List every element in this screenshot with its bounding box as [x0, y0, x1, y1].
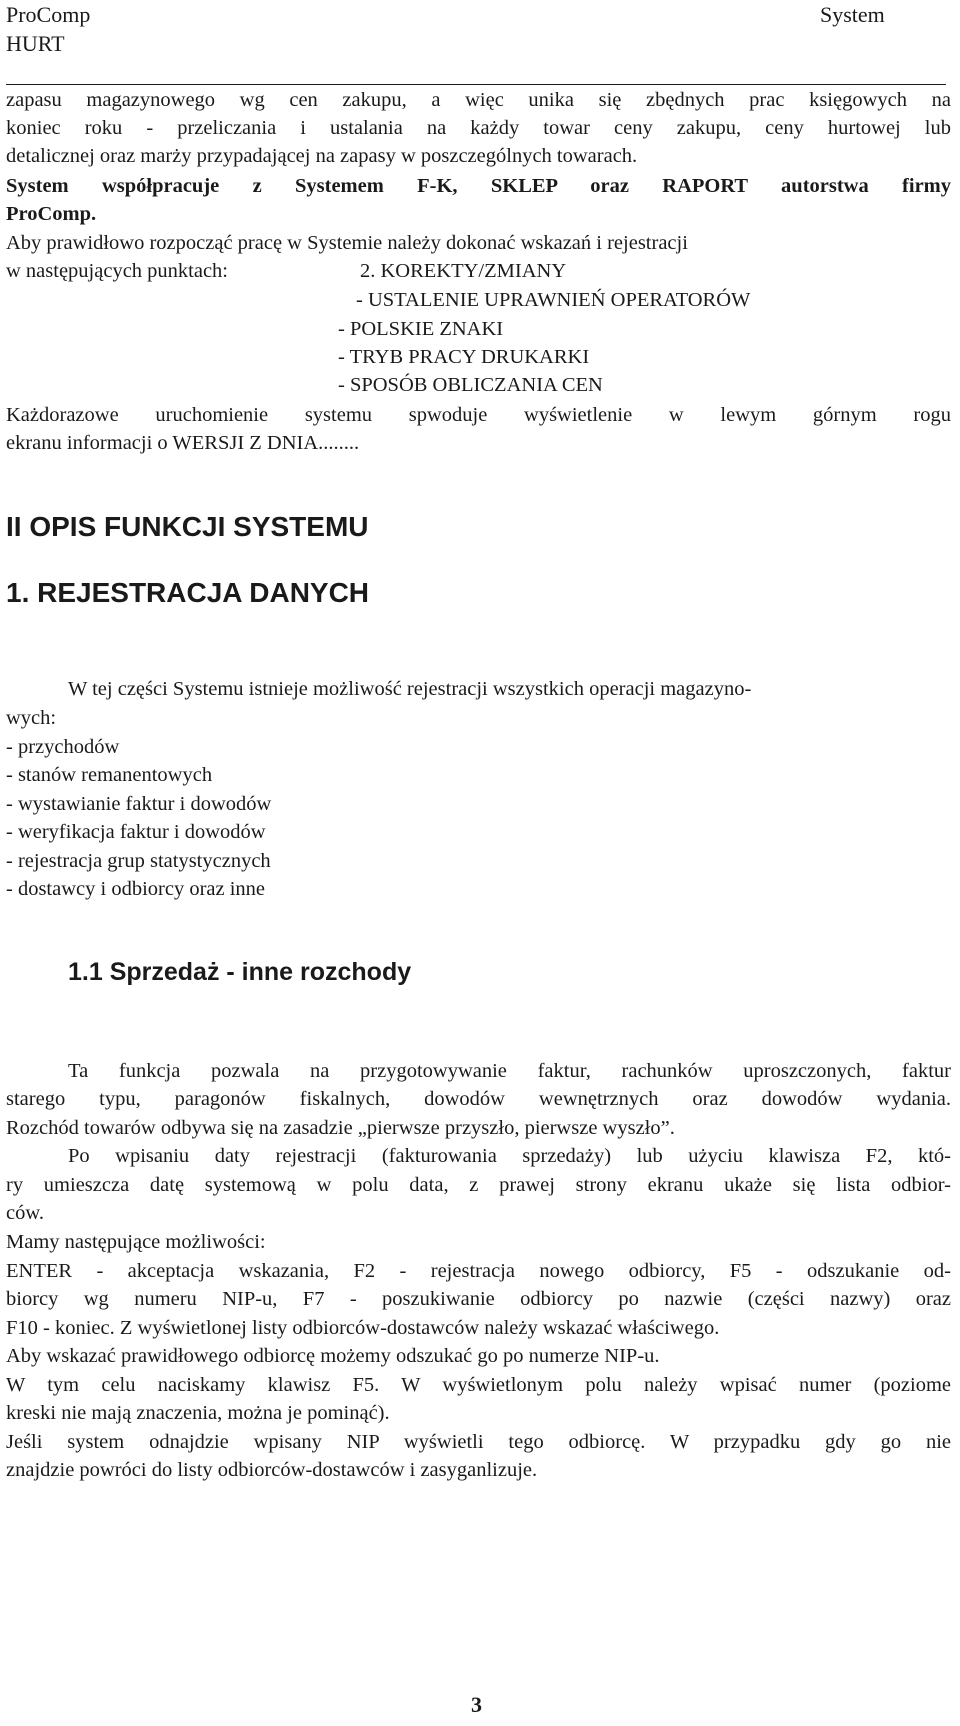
intro-line-3: detalicznej oraz marży przypadającej na zapasy w poszczególnych towarach.: [6, 145, 638, 167]
intro-line-5: [6, 257, 951, 285]
reg-item: - stanów remanentowych: [6, 764, 213, 786]
reg-line-2: wych:: [6, 707, 57, 729]
page-number: 3: [471, 1692, 482, 1717]
header-rule: [6, 84, 946, 85]
intro-item: - TRYB PRACY DRUKARKI: [338, 346, 590, 368]
sales-line-11: Aby wskazać prawidłowego odbiorcę możemy odszukać go po numerze NIP-u.: [6, 1345, 660, 1367]
intro-bold-line-2: ProComp.: [6, 203, 97, 225]
subsubsection-title: 1.1 Sprzedaż - inne rozchody: [68, 958, 412, 986]
intro-line-6: Każdorazowe uruchomienie systemu spwoduje wyświetlenie w lewym górnym rogu: [6, 404, 951, 426]
sales-line-13: kreski nie mają znaczenia, można je pominąć).: [6, 1402, 390, 1424]
intro-line-4: Aby prawidłowo rozpocząć pracę w Systemie należy dokonać wskazań i rejestracji: [6, 232, 688, 254]
sales-line-12: W tym celu naciskamy klawisz F5. W wyświetlonym polu należy wpisać numer (poziome: [6, 1374, 951, 1396]
intro-line-1: zapasu magazynowego wg cen zakupu, a więc unika się zbędnych prac księgowych na: [6, 89, 951, 111]
sales-line-15: znajdzie powróci do listy odbiorców-dostawców i zasyganlizuje.: [6, 1459, 538, 1481]
section-title: II OPIS FUNKCJI SYSTEMU: [6, 511, 369, 542]
sales-line-9: biorcy wg numeru NIP-u, F7 - poszukiwanie odbiorcy po nazwie (części nazwy) oraz: [6, 1288, 951, 1310]
sales-line-1: Ta funkcja pozwala na przygotowywanie faktur, rachunków uproszczonych, faktur: [68, 1060, 951, 1082]
intro-line-2: koniec roku - przeliczania i ustalania na każdy towar ceny zakupu, ceny hurtowej lub: [6, 117, 951, 139]
sales-line-4: Po wpisaniu daty rejestracji (fakturowania sprzedaży) lub użyciu klawisza F2, któ-: [68, 1145, 951, 1167]
reg-item: - wystawianie faktur i dowodów: [6, 793, 272, 815]
header-system: System: [820, 2, 885, 27]
intro-item: - POLSKIE ZNAKI: [338, 318, 504, 340]
intro-point-label: 2. KOREKTY/ZMIANY: [360, 260, 567, 282]
intro-line-7: ekranu informacji o WERSJI Z DNIA........: [6, 432, 360, 454]
sales-line-6: ców.: [6, 1202, 44, 1224]
intro-item: - USTALENIE UPRAWNIEŃ OPERATORÓW: [356, 289, 751, 311]
sales-line-2: starego typu, paragonów fiskalnych, dowodów wewnętrznych oraz dowodów wydania.: [6, 1088, 951, 1110]
sales-line-3: Rozchód towarów odbywa się na zasadzie „pierwsze przyszło, pierwsze wyszło”.: [6, 1117, 675, 1139]
reg-line-1: W tej części Systemu istnieje możliwość rejestracji wszystkich operacji magazyno-: [68, 678, 752, 700]
header-company: ProComp: [6, 2, 91, 27]
sales-line-14: Jeśli system odnajdzie wpisany NIP wyświetli tego odbiorcę. W przypadku gdy go nie: [6, 1431, 951, 1453]
reg-item: - dostawcy i odbiorcy oraz inne: [6, 878, 266, 900]
sales-line-10: F10 - koniec. Z wyświetlonej listy odbiorców-dostawców należy wskazać właściwego.: [6, 1317, 720, 1339]
reg-item: - przychodów: [6, 736, 120, 758]
intro-bold-line-1: System współpracuje z Systemem F-K, SKLEP oraz RAPORT autorstwa firmy: [6, 175, 951, 197]
sales-line-7: Mamy następujące możliwości:: [6, 1231, 266, 1253]
intro-line-5-text: w następujących punktach:: [6, 260, 229, 282]
sales-line-8: ENTER - akceptacja wskazania, F2 - rejestracja nowego odbiorcy, F5 - odszukanie od-: [6, 1260, 951, 1282]
subsection-title: 1. REJESTRACJA DANYCH: [6, 577, 370, 608]
reg-item: - rejestracja grup statystycznych: [6, 850, 271, 872]
sales-line-5: ry umieszcza datę systemową w polu data, z prawej strony ekranu ukaże się lista odbior-: [6, 1174, 951, 1196]
intro-item: - SPOSÓB OBLICZANIA CEN: [338, 374, 603, 396]
header-product: HURT: [6, 31, 65, 56]
reg-item: - weryfikacja faktur i dowodów: [6, 821, 266, 843]
